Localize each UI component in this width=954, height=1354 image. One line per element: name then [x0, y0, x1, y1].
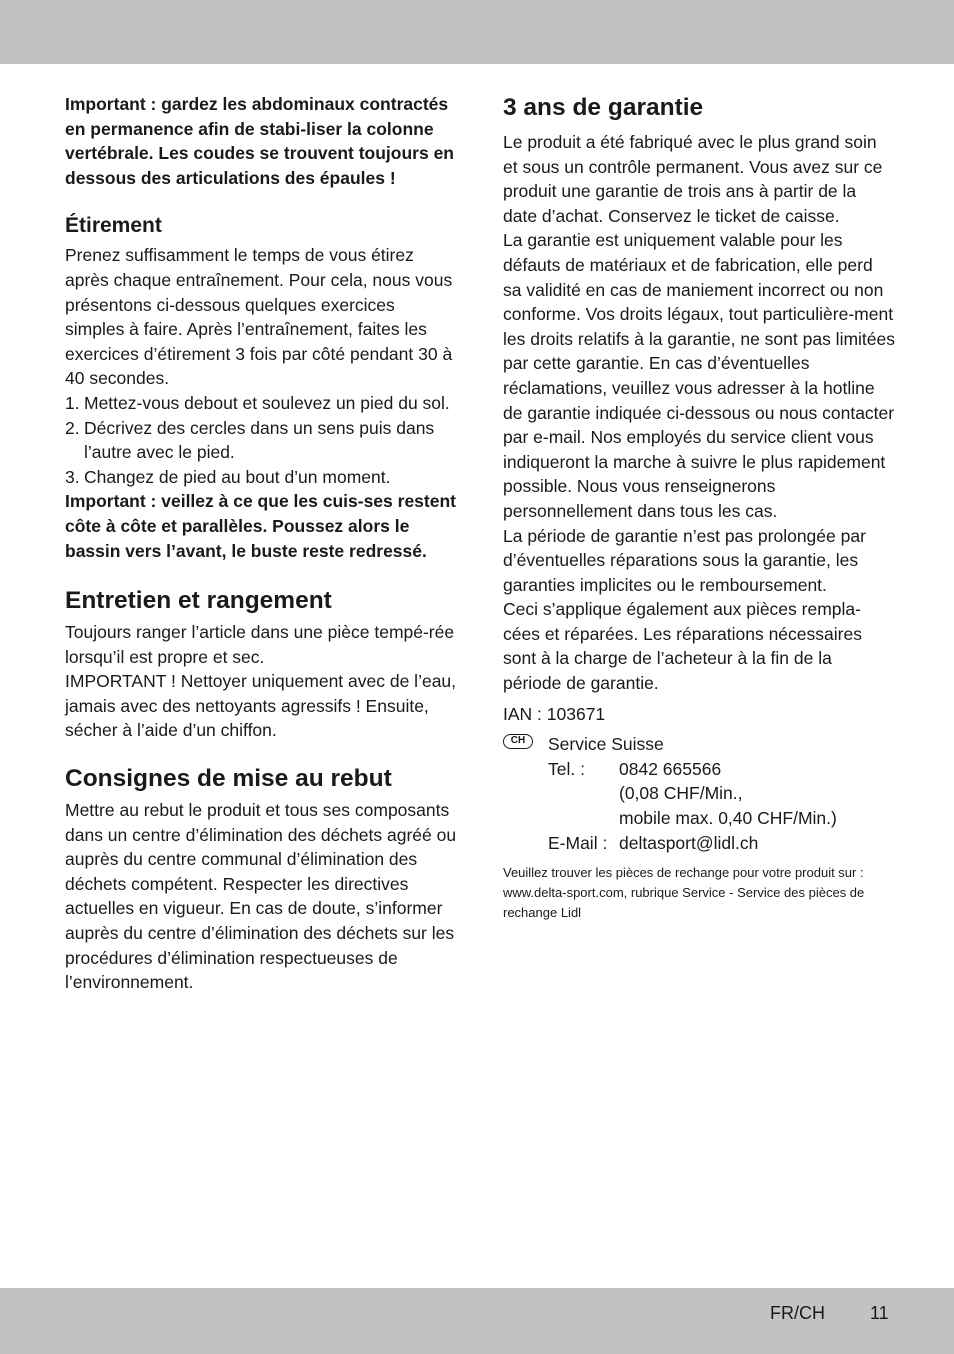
page-number: 11: [870, 1303, 889, 1323]
tel-label: Tel. :: [548, 758, 585, 779]
disposal-heading: Consignes de mise au rebut: [65, 765, 392, 793]
stretching-important-note: Important : veillez à ce que les cuis-ses restent côte à côte et parallèles. Poussez alors le bassin vers l’avant, le buste reste redressé.: [65, 491, 456, 561]
care-text: Toujours ranger l’article dans une pièce tempé-rée lorsqu’il est propre et sec.: [65, 622, 455, 667]
care-important: IMPORTANT ! Nettoyer uniquement avec de l’eau, jamais avec des nettoyants agressifs ! Ensuite, sécher à l’aide d’un chiffon.: [65, 671, 457, 741]
right-column: [503, 92, 895, 923]
service-block: [503, 732, 895, 855]
step-text: Mettez-vous debout et soulevez un pied du sol.: [84, 392, 450, 413]
step-number: 3.: [65, 466, 80, 487]
list-item: [65, 465, 457, 490]
spare-parts-note: Veuillez trouver les pièces de rechange pour votre produit sur : www.delta-sport.com, rubrique Service - Service des pièces de rechange Lidl: [503, 865, 865, 921]
left-column: [65, 92, 457, 995]
email-label: E-Mail :: [548, 832, 608, 853]
tel-value: 0842 665566: [619, 758, 722, 779]
care-heading: Entretien et rangement: [65, 587, 332, 615]
warranty-heading: 3 ans de garantie: [503, 94, 704, 121]
email-value: deltasport@lidl.ch: [619, 832, 759, 853]
tel-mobile-rate: mobile max. 0,40 CHF/Min.): [619, 808, 837, 829]
footer-language: FR/CH: [770, 1303, 825, 1323]
disposal-text: Mettre au rebut le produit et tous ses composants dans un centre d’élimination des déchets agréé ou auprès du centre communal d’élimination des déchets compétent. Respecter les directives actuelles en vigueur. En cas de doute, s’informer auprès du centre d’élimination des déchets sur les procédures d’élimination respectueuses de l’environnement.: [65, 800, 457, 993]
step-text: Changez de pied au bout d’un moment.: [84, 466, 391, 487]
ian-number: IAN : 103671: [503, 703, 606, 724]
stretching-intro: Prenez suffisamment le temps de vous étirez après chaque entraînement. Pour cela, nous vous présentons ci-dessous quelques exercices simples à faire. Après l’entraînement, faites les exercices d’étirement 3 fois par côté pendant 30 à 40 secondes.: [65, 245, 453, 389]
step-number: 2.: [65, 417, 80, 438]
warranty-paragraph: Le produit a été fabriqué avec le plus grand soin et sous un contrôle permanent. Vous avez sur ce produit une garantie de trois ans à partir de la date d’achat. Conservez le ticket de caisse.: [503, 132, 883, 226]
step-number: 1.: [65, 392, 80, 413]
warranty-paragraph: La période de garantie n’est pas prolongée par d’éventuelles réparations sous la garantie, les garanties implicites ou le remboursement.: [503, 525, 866, 595]
warranty-paragraph: La garantie est uniquement valable pour les défauts de matériaux et de fabrication, elle perd sa validité en cas de maniement incorrect ou non conforme. Vos droits légaux, tout particulière-ment les droits relatifs à la garantie, ne sont pas limitées par cette garantie. En cas d’éventuelles réclamations, veuillez vous adresser à la hotline de garantie indiquée ci-dessous ou nous contacter par e-mail. Nos employés du service client vous indiqueront la marche à suivre le plus rapidement possible. Nous vous renseignerons personnellement dans tous les cas.: [503, 230, 895, 521]
tel-rate: (0,08 CHF/Min.,: [619, 783, 743, 804]
warranty-paragraph: Ceci s’applique également aux pièces rempla-cées et réparées. Les réparations nécessaires sont à la charge de l’acheteur à la fin de la période de garantie.: [503, 599, 862, 694]
ch-country-badge-icon: CH: [503, 734, 533, 749]
stretching-heading: Étirement: [65, 214, 162, 238]
list-item: [65, 416, 457, 465]
header-band: [0, 0, 954, 64]
important-abdominals-note: Important : gardez les abdominaux contractés en permanence afin de stabi-liser la colonne vertébrale. Les coudes se trouvent toujours en dessous des articulations des épaules !: [65, 94, 454, 188]
list-item: [65, 391, 457, 416]
service-tel-row: [548, 757, 895, 831]
service-email-row: [548, 831, 895, 856]
stretching-steps: [65, 391, 457, 489]
service-name: Service Suisse: [548, 734, 664, 755]
step-text: Décrivez des cercles dans un sens puis dans l’autre avec le pied.: [84, 417, 435, 463]
